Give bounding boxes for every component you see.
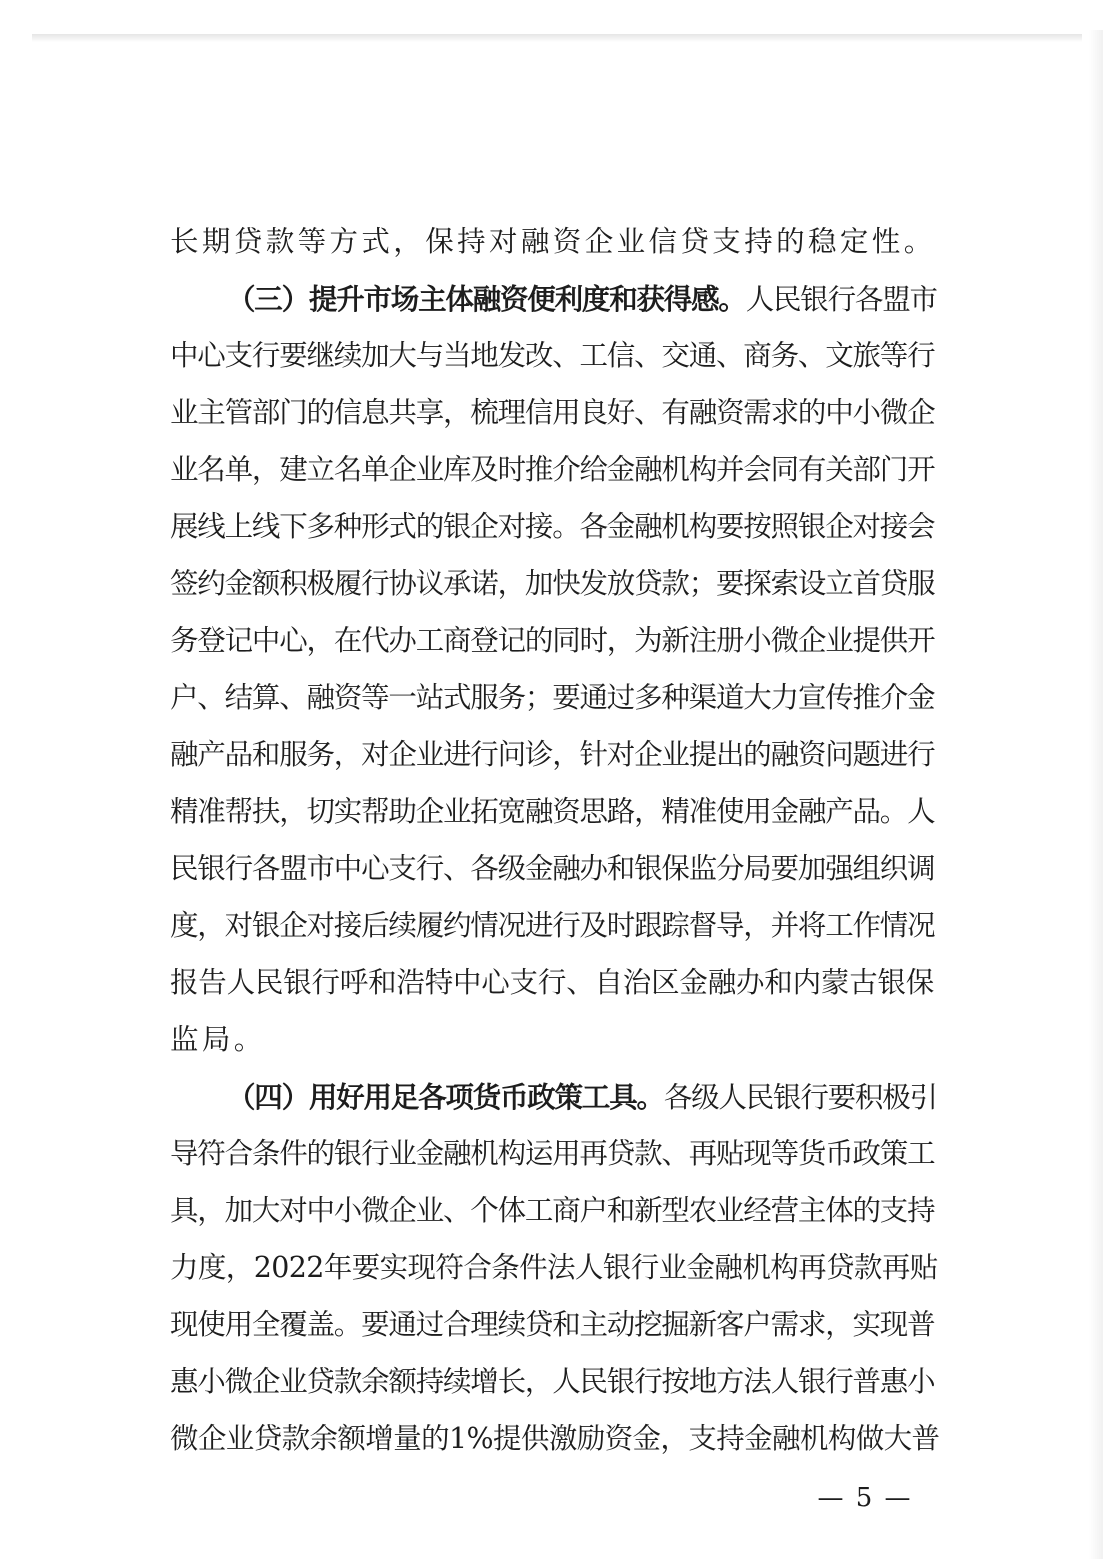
text-line xyxy=(170,564,938,604)
line-text: 力度，2022年要实现符合条件法人银行业金融机构再贷款再贴 xyxy=(170,1251,938,1284)
line-text: 惠小微企业贷款余额持续增长，人民银行按地方法人银行普惠小 xyxy=(170,1365,935,1398)
line-text: 融产品和服务，对企业进行问诊，针对企业提出的融资问题进行 xyxy=(170,738,935,771)
text-line xyxy=(170,507,938,547)
line-text: 导符合条件的银行业金融机构运用再贷款、再贴现等货币政策工 xyxy=(170,1137,935,1170)
line-text: 民银行各盟市中心支行、各级金融办和银保监分局要加强组织调 xyxy=(170,852,935,885)
text-line xyxy=(170,1305,938,1345)
text-line xyxy=(170,963,938,1003)
text-line xyxy=(170,1248,938,1288)
text-line xyxy=(170,1134,938,1174)
line-text: 户、结算、融资等一站式服务；要通过多种渠道大力宣传推介金 xyxy=(170,681,935,714)
text-line xyxy=(170,1419,938,1459)
line-text: 监局。 xyxy=(170,1023,266,1056)
text-line xyxy=(170,1362,938,1402)
line-text: 展线上线下多种形式的银企对接。各金融机构要按照银企对接会 xyxy=(170,510,935,543)
line-text: 中心支行要继续加大与当地发改、工信、交通、商务、文旅等行 xyxy=(170,339,935,372)
section-heading: （三）提升市场主体融资便利度和获得感。 xyxy=(227,282,746,316)
line-text: 业主管部门的信息共享，梳理信用良好、有融资需求的中小微企 xyxy=(170,396,935,429)
line-text: 精准帮扶，切实帮助企业拓宽融资思路，精准使用金融产品。人 xyxy=(170,795,935,828)
text-line xyxy=(170,678,938,718)
line-text: 长期贷款等方式，保持对融资企业信贷支持的稳定性。 xyxy=(170,225,936,258)
text-line xyxy=(170,849,938,889)
text-line xyxy=(170,1077,938,1118)
line-text: 现使用全覆盖。要通过合理续贷和主动挖掘新客户需求，实现普 xyxy=(170,1308,935,1341)
line-text: 具，加大对中小微企业、个体工商户和新型农业经营主体的支持 xyxy=(170,1194,935,1227)
text-line xyxy=(170,1191,938,1231)
line-text: 各级人民银行要积极引 xyxy=(663,1081,937,1114)
line-text: 签约金额积极履行协议承诺，加快发放贷款；要探索设立首贷服 xyxy=(170,567,935,600)
text-line xyxy=(170,621,938,661)
text-line xyxy=(170,450,938,490)
text-line xyxy=(170,735,938,775)
text-line xyxy=(170,222,938,262)
text-line xyxy=(170,279,938,320)
line-text: 报告人民银行呼和浩特中心支行、自治区金融办和内蒙古银保 xyxy=(170,966,935,999)
line-text: 务登记中心，在代办工商登记的同时，为新注册小微企业提供开 xyxy=(170,624,935,657)
page-number: — 5 — xyxy=(817,1483,913,1513)
section-heading: （四）用好用足各项货币政策工具。 xyxy=(227,1080,664,1114)
text-line xyxy=(170,336,938,376)
line-text: 微企业贷款余额增量的1%提供激励资金，支持金融机构做大普 xyxy=(170,1422,940,1455)
text-line xyxy=(170,906,938,946)
line-text: 度，对银企对接后续履约情况进行及时跟踪督导，并将工作情况 xyxy=(170,909,935,942)
text-line xyxy=(170,1020,938,1060)
text-line xyxy=(170,393,938,433)
line-text: 人民银行各盟市 xyxy=(745,283,937,316)
text-line xyxy=(170,792,938,832)
line-text: 业名单，建立名单企业库及时推介给金融机构并会同有关部门开 xyxy=(170,453,935,486)
